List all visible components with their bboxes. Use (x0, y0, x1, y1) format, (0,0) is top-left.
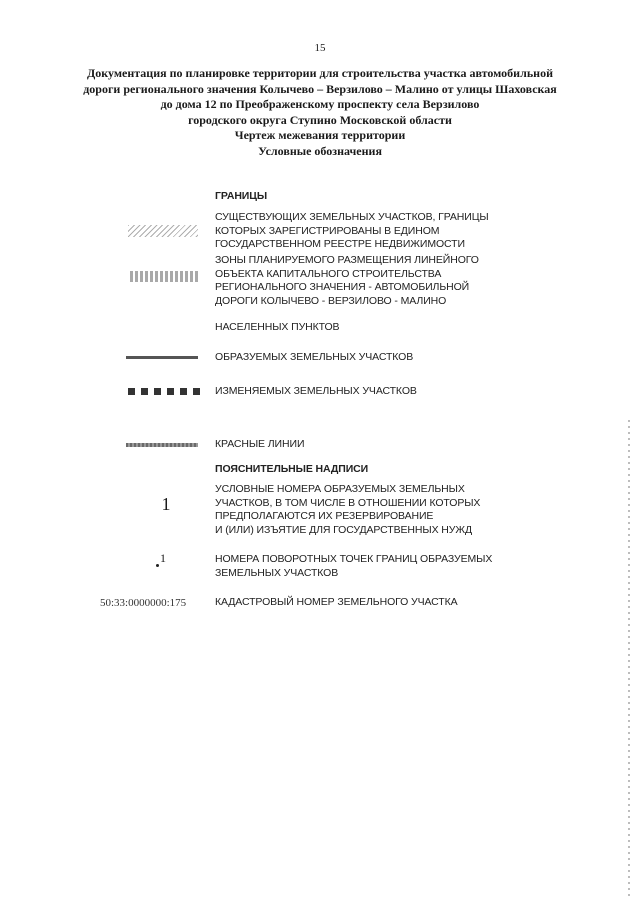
legend-line: ПРЕДПОЛАГАЮТСЯ ИХ РЕЗЕРВИРОВАНИЕ (215, 510, 434, 522)
formed-plots-label: ОБРАЗУЕМЫХ ЗЕМЕЛЬНЫХ УЧАСТКОВ (215, 351, 414, 363)
point-number: 1 (160, 551, 166, 565)
scan-edge-marks (628, 420, 630, 900)
cadastral-number-label: КАДАСТРОВЫЙ НОМЕР ЗЕМЕЛЬНОГО УЧАСТКА (215, 596, 458, 608)
square-marker (141, 388, 148, 395)
header-line: дороги регионального значения Колычево – Верзилово – Малино от улицы Шаховская (83, 81, 557, 96)
square-marker (128, 388, 135, 395)
legend-line: УЧАСТКОВ, В ТОМ ЧИСЛЕ В ОТНОШЕНИИ КОТОРЫХ (215, 496, 481, 509)
document-header (40, 66, 600, 159)
legend-line: ЗОНЫ ПЛАНИРУЕМОГО РАЗМЕЩЕНИЯ ЛИНЕЙНОГО (215, 254, 479, 266)
plot-number-symbol: 1 (161, 494, 171, 514)
turning-points-label (215, 553, 492, 580)
legend-line: КОТОРЫХ ЗАРЕГИСТРИРОВАНЫ В ЕДИНОМ (215, 224, 440, 237)
red-lines-symbol (126, 443, 198, 447)
legend-line: РЕГИОНАЛЬНОГО ЗНАЧЕНИЯ - АВТОМОБИЛЬНОЙ (215, 281, 470, 293)
formed-plots-symbol (126, 356, 198, 359)
square-marker (167, 388, 174, 395)
legend-line: ОБЪЕКТА КАПИТАЛЬНОГО СТРОИТЕЛЬСТВА (215, 267, 442, 280)
changed-plots-symbol (128, 388, 200, 395)
header-line: Документация по планировке территории для строительства участка автомобильной (86, 66, 554, 80)
legend-line: УСЛОВНЫЕ НОМЕРА ОБРАЗУЕМЫХ ЗЕМЕЛЬНЫХ (215, 483, 465, 495)
legend-line: И (ИЛИ) ИЗЪЯТИЕ ДЛЯ ГОСУДАРСТВЕННЫХ НУЖД (215, 523, 472, 536)
borders-heading: ГРАНИЦЫ (215, 190, 267, 202)
cadastral-number-sample: 50:33:0000000:175 (100, 597, 187, 609)
settlements-label: НАСЕЛЕННЫХ ПУНКТОВ (215, 321, 340, 333)
header-line: Условные обозначения (258, 143, 382, 158)
header-line: городского округа Ступино Московской области (188, 112, 452, 127)
legend-line: ДОРОГИ КОЛЫЧЕВО - ВЕРЗИЛОВО - МАЛИНО (215, 294, 447, 307)
registered-plots-symbol (128, 225, 198, 237)
legend-line: ЗЕМЕЛЬНЫХ УЧАСТКОВ (215, 566, 339, 579)
changed-plots-label: ИЗМЕНЯЕМЫХ ЗЕМЕЛЬНЫХ УЧАСТКОВ (215, 385, 417, 397)
turning-point-symbol (156, 551, 186, 567)
header-line: Чертеж межевания территории (234, 128, 406, 142)
page-number: 15 (314, 42, 326, 54)
legend-line: ГОСУДАРСТВЕННОМ РЕЕСТРЕ НЕДВИЖИМОСТИ (215, 238, 465, 250)
square-marker (154, 388, 161, 395)
red-lines-label: КРАСНЫЕ ЛИНИИ (215, 438, 305, 450)
plot-numbers-label (215, 483, 480, 537)
legend-line: СУЩЕСТВУЮЩИХ ЗЕМЕЛЬНЫХ УЧАСТКОВ, ГРАНИЦЫ (215, 211, 489, 223)
legend-line: НОМЕРА ПОВОРОТНЫХ ТОЧЕК ГРАНИЦ ОБРАЗУЕМЫХ (215, 553, 493, 565)
header-line: до дома 12 по Преображенскому проспекту села Верзилово (160, 97, 480, 111)
square-marker (193, 388, 200, 395)
registered-plots-label (215, 211, 489, 252)
point-dot-icon (156, 564, 159, 567)
square-marker (180, 388, 187, 395)
notes-heading: ПОЯСНИТЕЛЬНЫЕ НАДПИСИ (215, 463, 369, 475)
planned-zone-symbol (130, 271, 198, 282)
planned-zone-label (215, 254, 479, 308)
